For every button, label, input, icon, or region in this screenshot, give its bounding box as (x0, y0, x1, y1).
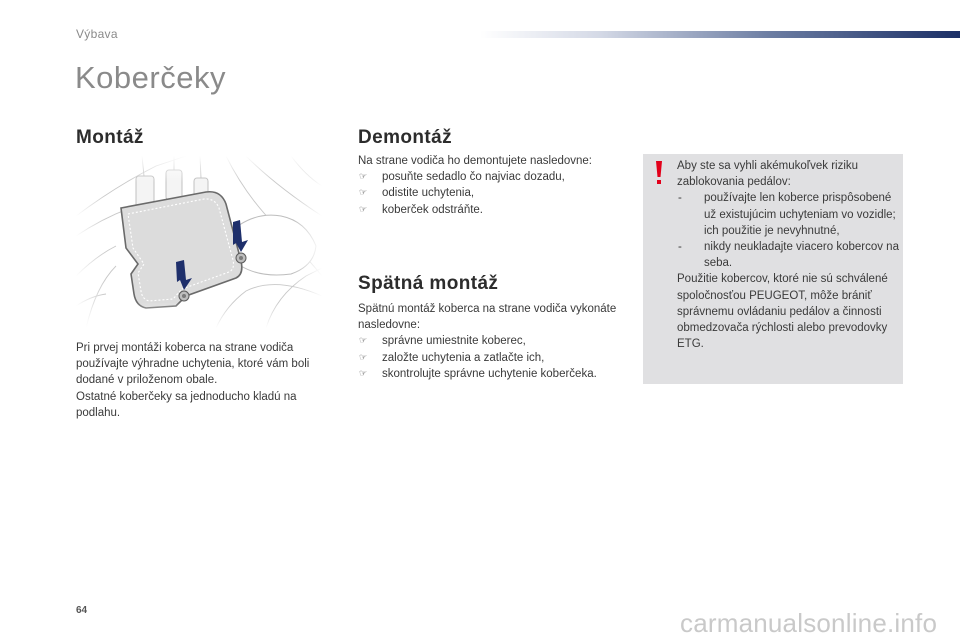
warning-outro: Použitie kobercov, ktoré nie sú schválené spoločnosťou PEUGEOT, môže brániť správnemu ovládaniu pedálov a činnosti obmedzovača rýchlosti alebo prevodovky ETG. (677, 273, 888, 351)
spatna-montaz-steps (358, 333, 620, 382)
demontaz-heading: Demontáž (358, 127, 452, 148)
list-item: ☞ založte uchytenia a zatlačte ich, (358, 350, 620, 366)
demontaz-text (358, 153, 620, 218)
montaz-paragraph-1: Pri prvej montáži koberca na strane vodiča používajte výhradne uchytenia, ktoré vám boli dodané v priloženom obale. (76, 342, 310, 387)
page-title: Koberčeky (75, 60, 226, 95)
page-number: 64 (76, 605, 88, 616)
list-item: ☞ koberček odstráňte. (358, 202, 620, 218)
list-item: - nikdy neukladajte viacero kobercov na seba. (678, 241, 899, 270)
list-item: - používajte len koberce prispôsobené už existujúcim uchyteniam vo vozidle; ich použitie je nevyhnutné, (678, 192, 896, 237)
pointing-finger-icon: ☞ (359, 336, 368, 347)
warning-text (677, 158, 899, 352)
montaz-heading: Montáž (76, 127, 144, 148)
spatna-montaz-text (358, 301, 620, 382)
list-item: ☞ odistite uchytenia, (358, 185, 620, 201)
pointing-finger-icon: ☞ (359, 368, 368, 379)
demontaz-steps (358, 169, 620, 218)
watermark: carmanualsonline.info (680, 608, 938, 638)
exclamation-icon (653, 160, 665, 186)
pointing-finger-icon: ☞ (359, 172, 368, 183)
warning-items (677, 190, 899, 271)
montaz-text (76, 340, 326, 421)
pointing-finger-icon: ☞ (359, 352, 368, 363)
list-item: ☞ posuňte sedadlo čo najviac dozadu, (358, 169, 620, 185)
section-label: Výbava (76, 27, 118, 41)
montaz-paragraph-2: Ostatné koberčeky sa jednoducho kladú na podlahu. (76, 390, 297, 419)
list-item: ☞ skontrolujte správne uchytenie koberčeka. (358, 366, 620, 382)
floor-mat-illustration (76, 156, 322, 328)
list-item: ☞ správne umiestnite koberec, (358, 333, 620, 349)
pointing-finger-icon: ☞ (359, 188, 368, 199)
header-gradient-bar (480, 31, 960, 38)
warning-box (643, 154, 903, 384)
demontaz-intro: Na strane vodiča ho demontujete nasledovne: (358, 155, 592, 167)
spatna-montaz-heading: Spätná montáž (358, 273, 499, 294)
warning-intro: Aby ste sa vyhli akémukoľvek riziku zablokovania pedálov: (677, 160, 859, 189)
pointing-finger-icon: ☞ (359, 204, 368, 215)
spatna-montaz-intro: Spätnú montáž koberca na strane vodiča vykonáte nasledovne: (358, 303, 617, 332)
